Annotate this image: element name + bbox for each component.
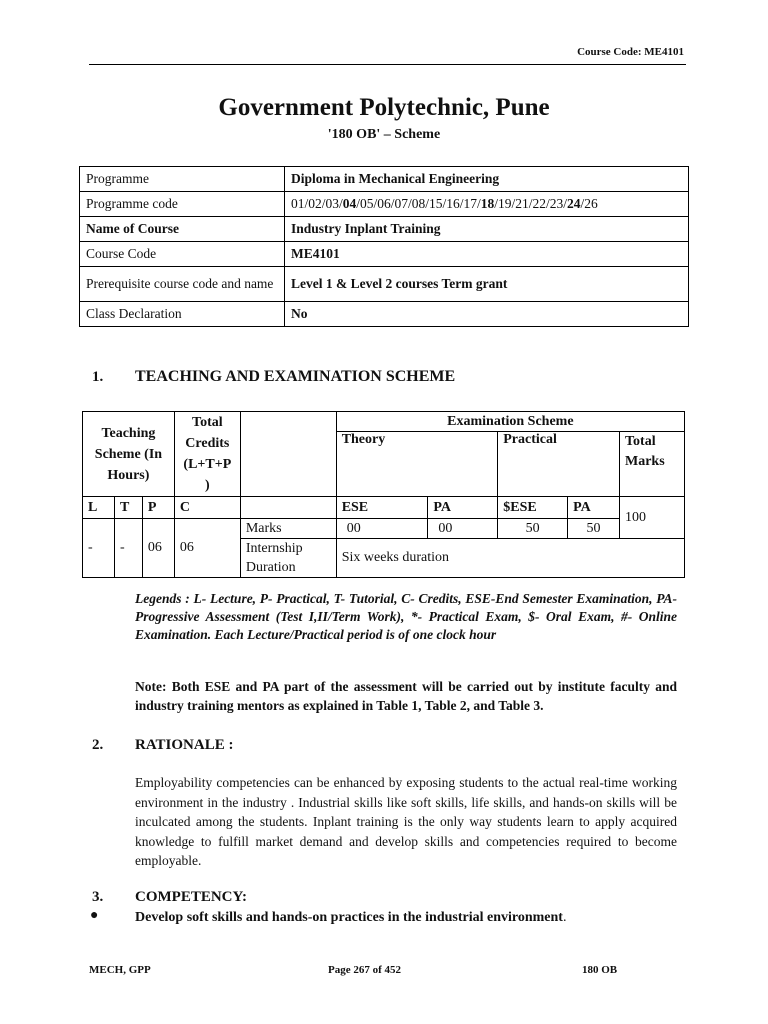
code-part-bold: 24 [567, 196, 581, 211]
info-label: Class Declaration [80, 302, 285, 327]
course-info-table [79, 166, 689, 327]
theory-ese-value: 00 [336, 519, 428, 539]
scheme-header-row-1 [83, 412, 685, 432]
footer-page-number: Page 267 of 452 [328, 964, 402, 976]
teaching-scheme-header: Teaching Scheme (In Hours) [83, 412, 175, 497]
ese-header: ESE [336, 497, 428, 519]
competency-text: Develop soft skills and hands-on practices in the industrial environment [135, 910, 563, 925]
info-row-programme-code [80, 192, 689, 217]
info-row-course-code [80, 242, 689, 267]
section-2-number: 2. [92, 737, 104, 753]
practical-ese-value: 50 [498, 519, 568, 539]
rationale-paragraph: Employability competencies can be enhanced by exposing students to the actual real-time working environment in the industry . Industrial skills like soft skills, life skills, and hands-on skills will be inculcated among the students. Inplant training is the only way students learn to apply acquired knowledge to fulfill market demand and develop skills and competencies required to become employable. [135, 775, 677, 868]
header-course-code: Course Code: ME4101 [577, 46, 684, 58]
teaching-exam-scheme-table [82, 411, 685, 578]
code-part-bold: 04 [342, 196, 357, 211]
info-value: Level 1 & Level 2 courses Term grant [285, 267, 689, 302]
pa2-header: PA [568, 497, 620, 519]
info-row-programme [80, 167, 689, 192]
sese-header: $ESE [498, 497, 568, 519]
c-header: C [174, 497, 240, 519]
code-part: /05/06/07/08/15/16/17/ [356, 196, 481, 211]
code-part-bold: 18 [480, 196, 495, 211]
pa-header: PA [428, 497, 498, 519]
practical-header: Practical [498, 432, 620, 497]
section-3-number: 3. [92, 889, 104, 905]
info-value: No [285, 302, 689, 327]
scheme-subheader-row [83, 497, 685, 519]
p-value: 06 [142, 519, 174, 578]
info-label: Name of Course [80, 217, 285, 242]
info-row-class-declaration [80, 302, 689, 327]
legend-text: Legends : L- Lecture, P- Practical, T- Tutorial, C- Credits, ESE-End Semester Examination, PA- Progressive Assessment (Test I,II/Term Work), *- Practical Exam, $- Oral Exam, #- Online Examination. Each Lecture/Practical period is of one clock hour [135, 591, 677, 642]
note-text: Note: Both ESE and PA part of the assessment will be carried out by institute faculty and industry training mentors as explained in Table 1, Table 2, and Table 3. [135, 679, 677, 713]
blank-cell [240, 497, 336, 519]
competency-end: . [562, 910, 567, 925]
total-credits-header: Total Credits (L+T+P ) [174, 412, 240, 497]
section-3-title: COMPETENCY: [135, 889, 247, 905]
code-part: /26 [580, 196, 598, 211]
info-label: Programme [80, 167, 285, 192]
theory-pa-value: 00 [428, 519, 498, 539]
l-value: - [83, 519, 115, 578]
section-1-title: TEACHING AND EXAMINATION SCHEME [135, 368, 456, 385]
header-divider [89, 64, 686, 65]
total-marks-value: 100 [620, 497, 685, 539]
blank-header-cell [240, 412, 336, 497]
marks-row [83, 519, 685, 539]
p-header: P [142, 497, 174, 519]
info-row-course-name [80, 217, 689, 242]
section-1-number: 1. [92, 369, 104, 385]
l-header: L [83, 497, 115, 519]
c-value: 06 [174, 519, 240, 578]
info-value [285, 192, 689, 217]
info-value: ME4101 [285, 242, 689, 267]
bullet-icon: ● [90, 908, 99, 923]
competency-item [135, 910, 566, 926]
exam-scheme-header: Examination Scheme [336, 412, 684, 432]
t-header: T [114, 497, 142, 519]
info-label: Course Code [80, 242, 285, 267]
footer-left: MECH, GPP [89, 964, 151, 976]
internship-label: Internship Duration [240, 539, 336, 578]
page-subtitle: '180 OB' – Scheme [327, 127, 441, 142]
code-part: 01/02/03/ [291, 196, 343, 211]
total-marks-header: Total Marks [620, 432, 685, 497]
info-value: Industry Inplant Training [285, 217, 689, 242]
internship-duration-value: Six weeks duration [336, 539, 684, 578]
footer-right: 180 OB [582, 964, 618, 976]
info-value: Diploma in Mechanical Engineering [285, 167, 689, 192]
theory-header: Theory [336, 432, 498, 497]
section-2-title: RATIONALE : [135, 737, 234, 753]
info-row-prerequisite [80, 267, 689, 302]
info-label: Prerequisite course code and name [80, 267, 285, 302]
info-label: Programme code [80, 192, 285, 217]
t-value: - [114, 519, 142, 578]
marks-label: Marks [240, 519, 336, 539]
practical-pa-value: 50 [568, 519, 620, 539]
code-part: /19/21/22/23/ [494, 196, 568, 211]
page-title: Government Polytechnic, Pune [218, 94, 550, 121]
